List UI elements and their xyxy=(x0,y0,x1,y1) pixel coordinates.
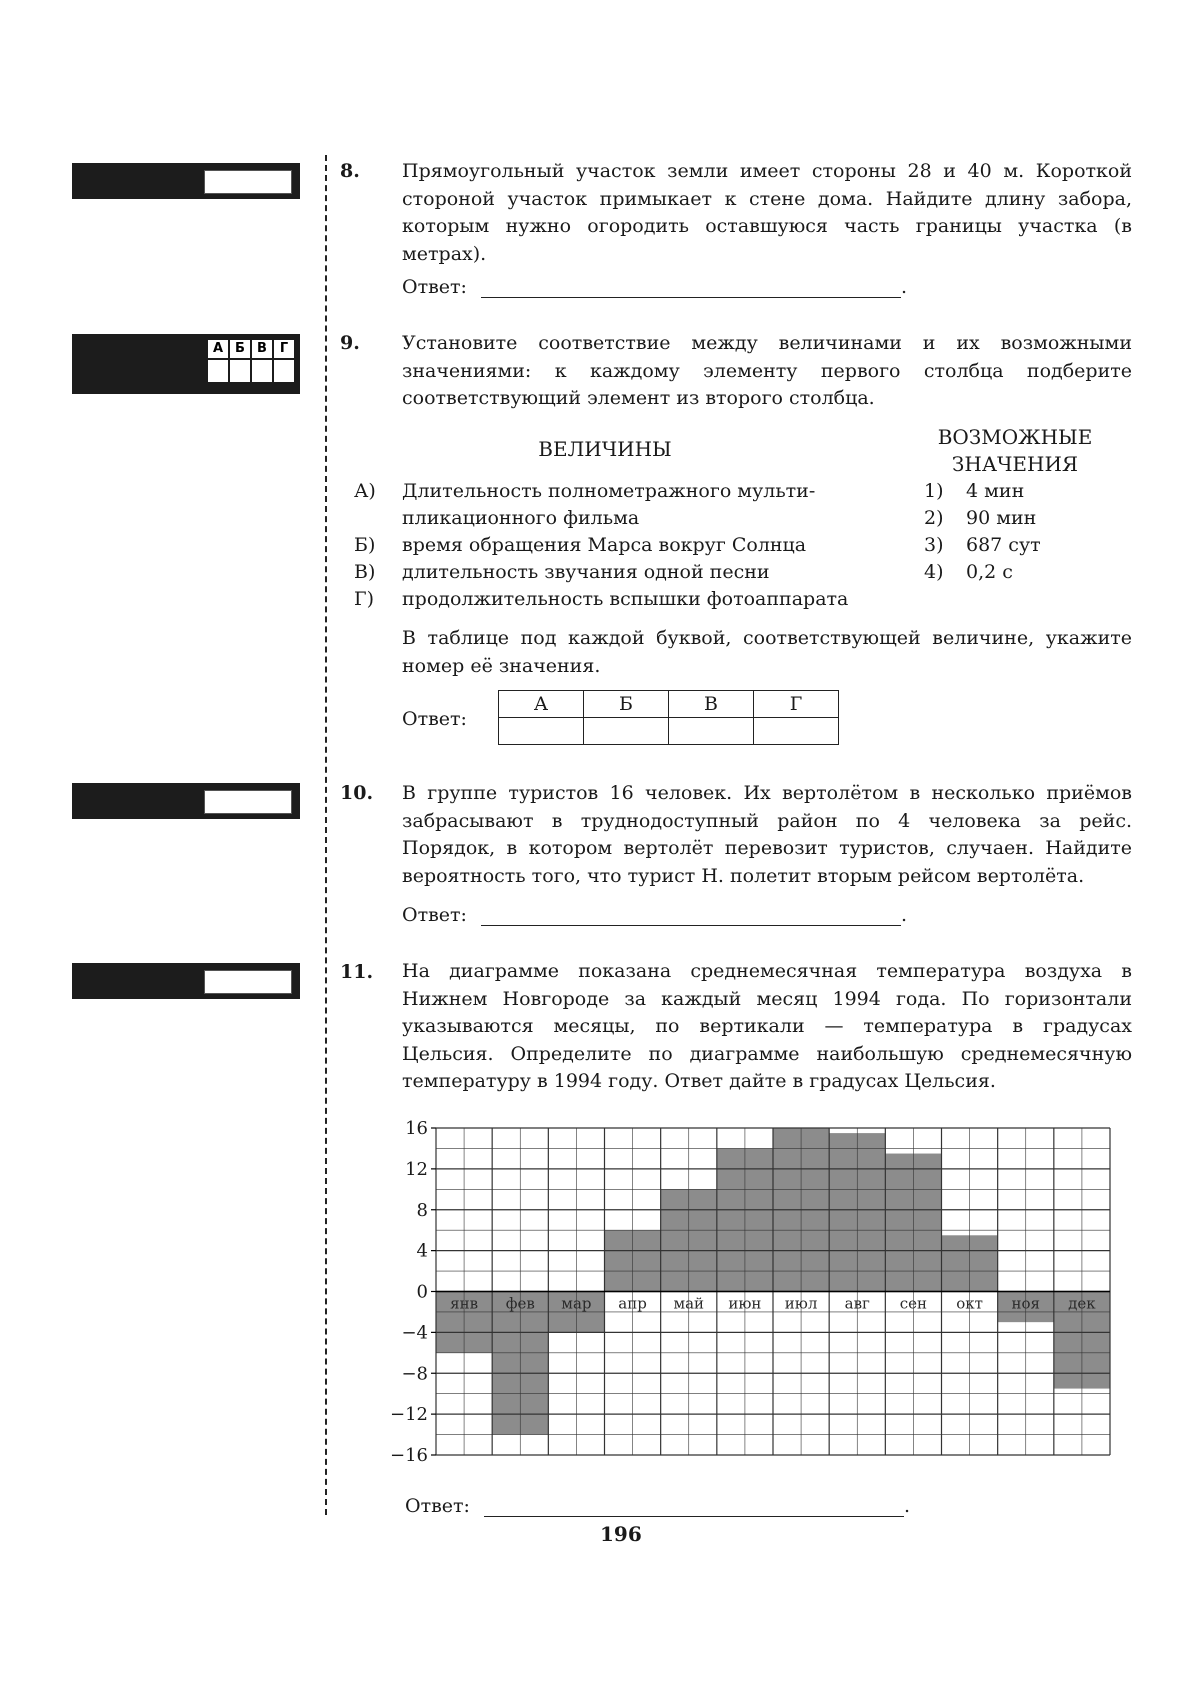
value-text: 0,2 с xyxy=(966,561,1013,583)
answer-box-q8[interactable] xyxy=(204,170,292,194)
y-tick-label: 16 xyxy=(405,1118,428,1139)
y-tick-label: −16 xyxy=(390,1445,428,1466)
item-letter: Б) xyxy=(354,534,376,556)
q9-answer-label: Ответ: xyxy=(402,708,467,730)
page-number: 196 xyxy=(600,1522,642,1546)
q9-col1-header: ВЕЛИЧИНЫ xyxy=(538,437,672,461)
table-header: Г xyxy=(754,691,839,718)
table-header: Б xyxy=(584,691,669,718)
y-tick-label: −8 xyxy=(401,1363,428,1385)
mark-cell[interactable] xyxy=(274,360,294,382)
x-tick-label: авг xyxy=(844,1294,870,1313)
q10-answer-field[interactable] xyxy=(481,905,901,926)
answer-label: Ответ: xyxy=(402,904,467,926)
x-tick-label: окт xyxy=(956,1294,983,1313)
item-letter: А) xyxy=(354,480,376,502)
q11-number: 11. xyxy=(340,961,374,983)
y-tick-label: −12 xyxy=(390,1404,428,1426)
q8-answer: Ответ: . xyxy=(402,276,907,298)
y-tick-label: −4 xyxy=(401,1322,428,1344)
item-text: продолжительность вспышки фотоаппарата xyxy=(402,588,849,610)
x-tick-label: фев xyxy=(505,1294,535,1313)
answer-label: Ответ: xyxy=(402,276,467,298)
value-num: 2) xyxy=(924,507,944,529)
y-tick-label: 12 xyxy=(405,1158,428,1180)
mark-letter: А xyxy=(208,340,228,358)
answer-mark-q10 xyxy=(72,783,300,819)
mark-letter: В xyxy=(252,340,272,358)
item-text: пликационного фильма xyxy=(402,507,640,529)
answer-cell[interactable] xyxy=(499,718,584,745)
q9-answer-table xyxy=(498,690,839,745)
value-text: 687 сут xyxy=(966,534,1041,556)
item-letter: В) xyxy=(354,561,376,583)
answer-grid-q9[interactable] xyxy=(208,340,294,382)
mark-cell[interactable] xyxy=(252,360,272,382)
table-header: В xyxy=(669,691,754,718)
q9-number: 9. xyxy=(340,332,360,354)
answer-cell[interactable] xyxy=(754,718,839,745)
item-text: Длительность полнометражного мульти- xyxy=(402,480,816,502)
item-text: время обращения Марса вокруг Солнца xyxy=(402,534,807,556)
answer-mark-q11 xyxy=(72,963,300,999)
value-num: 3) xyxy=(924,534,944,556)
value-text: 90 мин xyxy=(966,507,1037,529)
answer-cell[interactable] xyxy=(669,718,754,745)
q10-answer: Ответ: . xyxy=(402,904,907,926)
mark-letter: Б xyxy=(230,340,250,358)
answer-mark-q9 xyxy=(72,334,300,394)
y-tick-label: 4 xyxy=(416,1240,428,1262)
q8-number: 8. xyxy=(340,160,360,182)
x-tick-label: дек xyxy=(1068,1294,1096,1313)
q11-answer-field[interactable] xyxy=(484,1496,904,1517)
q8-text: Прямоугольный участок земли имеет стороны 28 и 40 м. Короткой стороной участок примыкает к стене дома. Найдите длину забора, которым нужно огородить оставшуюся часть границы участка (в метрах). xyxy=(402,160,1132,265)
x-tick-label: янв xyxy=(450,1294,479,1313)
answer-box-q10[interactable] xyxy=(204,790,292,814)
mark-cell[interactable] xyxy=(208,360,228,382)
x-tick-label: июн xyxy=(728,1294,762,1313)
temperature-chart xyxy=(380,1110,1120,1470)
q10-text: В группе туристов 16 человек. Их вертолётом в несколько приёмов забрасывают в труднодоступный район по 4 человека за рейс. Порядок, в котором вертолёт перевозит туристов, случаен. Найдите вероятность того, что турист Н. полетит вторым рейсом вертолёта. xyxy=(402,782,1132,887)
q8-answer-field[interactable] xyxy=(481,277,901,298)
y-tick-label: 8 xyxy=(416,1199,428,1221)
answer-cell[interactable] xyxy=(584,718,669,745)
x-tick-label: июл xyxy=(784,1294,818,1313)
x-tick-label: май xyxy=(673,1294,705,1313)
col2-header-line: ВОЗМОЖНЫЕ xyxy=(937,425,1093,449)
q10-number: 10. xyxy=(340,782,374,804)
q9-text: Установите соответствие между величинами и их возможными значениями: к каждому элементу первого столбца подберите соответствующий элемент из второго столбца. xyxy=(402,332,1132,409)
item-text: длительность звучания одной песни xyxy=(402,561,770,583)
x-tick-label: сен xyxy=(899,1294,928,1313)
value-num: 1) xyxy=(924,480,944,502)
answer-mark-q8 xyxy=(72,163,300,199)
table-header: А xyxy=(499,691,584,718)
item-letter: Г) xyxy=(354,588,374,610)
x-tick-label: мар xyxy=(561,1294,592,1313)
x-tick-label: апр xyxy=(618,1294,647,1313)
y-tick-label: 0 xyxy=(416,1281,428,1303)
answer-label: Ответ: xyxy=(405,1495,470,1517)
mark-cell[interactable] xyxy=(230,360,250,382)
q9-col2-header xyxy=(925,424,1105,478)
x-tick-label: ноя xyxy=(1011,1294,1040,1313)
q9-instruction: В таблице под каждой буквой, соответствующей величине, укажите номер её значения. xyxy=(402,627,1132,677)
cut-line xyxy=(325,155,327,1515)
col2-header-line: ЗНАЧЕНИЯ xyxy=(951,452,1079,476)
q11-text: На диаграмме показана среднемесячная температура воздуха в Нижнем Новгороде за каждый месяц 1994 года. По горизонтали указываются месяцы, по вертикали — температура в градусах Цельсия. Определите по диаграмме наибольшую среднемесячную температуру в 1994 году. Ответ дайте в градусах Цельсия. xyxy=(402,960,1132,1092)
mark-letter: Г xyxy=(274,340,294,358)
value-num: 4) xyxy=(924,561,944,583)
answer-box-q11[interactable] xyxy=(204,970,292,994)
q11-answer: Ответ: . xyxy=(405,1495,910,1517)
value-text: 4 мин xyxy=(966,480,1025,502)
